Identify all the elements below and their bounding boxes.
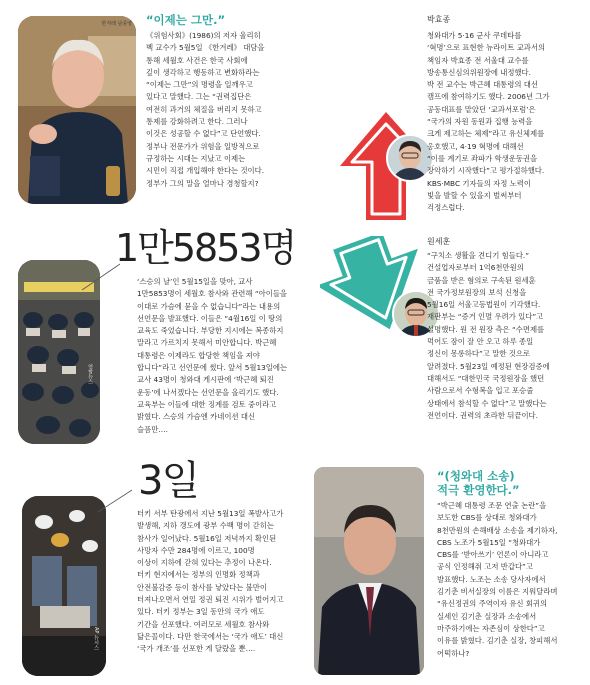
- turkey-body: 터키 서부 탄광에서 지난 5월13일 폭발사고가 발생해, 지하 갱도에 광부 수백 명이 갇히는 참사가 일어났다. 5월16일 저녁까지 확인된 사망자 수만 284명에 이르고, 100명 이상이 지하에 갇혀 있다는 추정이 나온다. 터키 현지에서는 정부의 인명화 정책과 안전불감증 등이 참사를 낳았다는 불만이 터져나오면서 연일 정권 퇴진 시위가 벌어지고 있다. 터키 정부는 3일 동안의 국가 애도 기간을 선포했다. 여러모로 세월호 참사와 닮은꼴이다. 다만 한국에서는 ‘국가 애도’ 대신 ‘국가 개조’를 선포한 게 달랐을 뿐….: [137, 509, 284, 654]
- lawsuit-title-line1: “(청와대 소송): [437, 469, 515, 483]
- up-body: 청와대가 5·16 군사 쿠데타를 ‘혁명’으로 표현한 뉴라이트 교과서의 책임자 박효종 전 서울대 교수를 방송통신심의위원장에 내정했다. 박 전 교수는 박근혜 대통령의 대선 캠프에 참여하기도 했다. 2006년 그가 공동대표를 맡았던 ‘교과서포럼’은 “국가의 자원 동원과 집행 능력을 크게 제고하는 체제”라고 유신체제를 옹호했고, 4·19 혁명에 대해선 “이를 계기로 좌파가 학생운동권을 장악하기 시작했다”고 평가절하했다. KBS·MBC 기자들의 자정 노력이 빛을 발할 수 있을지 벌써부터 걱정스럽다.: [427, 31, 550, 213]
- photo-credit: 청와대사진기자단: [318, 665, 357, 671]
- callout-line: [80, 262, 140, 292]
- teachers-body: ‘스승의 날’인 5월15일을 맞아, 교사 1만5853명이 세월호 참사와 관련해 “아이들을 이대로 가슴에 묻을 수 없습니다”라는 내용의 선언문을 발표했다. 이들은 “4월16일 이 땅의 교육도 죽었습니다. 부당한 지시에는 복종하지 말라고 가르치지 못해서 미안합니다. 박근혜 대통령은 이제라도 합당한 책임을 져야 합니다”라고 선언문에 썼다. 앞서 5월13일에는 교사 43명이 청와대 게시판에 ‘박근혜 퇴진 운동’에 나서겠다는 선언문을 올리기도 했다. 교육부는 이들에 대한 징계를 검토 중이라고 밝혔다. 스승의 가슴엔 카네이션 대신 슬픔만….: [137, 277, 288, 434]
- lawsuit-title-line2: 적극 환영한다.”: [437, 483, 520, 497]
- photo-credit: 한겨레 남종영: [101, 21, 132, 27]
- lawsuit-body: “박근혜 대통령 조문 연출 논란”을 보도한 CBS를 상대로 청와대가 8천만원의 손해배상 소송을 제기하자, CBS 노조가 5월15일 “청와대가 CBS를 ‘받아쓰기’ 언론이 아니라고 공식 인정해줘 고저 반갑다”고 발표했다. 노조는 소송 당사자에서 김기춘 비서실장의 이름은 지워달라며 “유신정권의 주역이자 유신 회귀의 실세인 김기춘 실장과 소송에서 마주하기에는 자존심이 상한다”고 이유를 밝혔다. 김기춘 실장, 창피해서 어떡하나?: [437, 501, 558, 658]
- ulrich-beck-photo: [18, 16, 136, 204]
- photo-credit: AP 뉴시스: [93, 626, 99, 650]
- kim-ki-choon-photo: [314, 467, 424, 675]
- down-person-name: 원세훈: [427, 237, 451, 246]
- photo-credit: 연합뉴스: [87, 364, 93, 384]
- down-body: “구치소 생활을 견디기 힘들다.” 건설업자로부터 1억6천만원의 금품을 받은 혐의로 구속된 원세훈 전 국가정보원장의 보석 신청을 5월16일 서울고등법원이 기각했다. 재판부는 “증거 인멸 우려가 있다”고 설명했다. 원 전 원장 측은 “수면제를 먹어도 잠이 잘 안 오고 하루 종일 정신이 몽롱하다”고 말한 것으로 알려졌다. 5월23일 예정된 현장검증에 대해서도 “대한민국 국정원장을 했던 사람으로서 수형복을 입고 포승줄 상태에서 참석할 수 없다”고 말했다는 전언이다. 권력의 초라한 뒤끝이다.: [427, 251, 550, 420]
- turkey-mine-photo: [22, 496, 106, 676]
- quote-body: 《위험사회》(1986)의 저자 울리히 벡 교수가 5월5일 《한겨레》 대담을 통해 세월호 사건은 한국 사회에 깊이 생각하고 행동하고 변화하라는 “이제는 그만”의 명령을 일깨우고 있다고 말했다. 그는 “권력집단은 여전히 과거의 체질을 버리지 못하고 통제를 강화하려고 한다. 그러나 이것은 성공할 수 없다”고 단언했다. 정부나 전문가가 위험을 일방적으로 규정하는 시대는 지났고 이제는 시민이 직접 개입해야 한다는 것이다. 정부가 그의 말을 얼마나 경청할지?: [146, 31, 265, 188]
- teachers-count-headline: 1만5853명: [115, 226, 296, 270]
- up-person-name: 박효종: [427, 15, 451, 24]
- mourning-days-headline: 3일: [138, 458, 199, 504]
- quote-title: “이제는 그만.”: [146, 13, 226, 27]
